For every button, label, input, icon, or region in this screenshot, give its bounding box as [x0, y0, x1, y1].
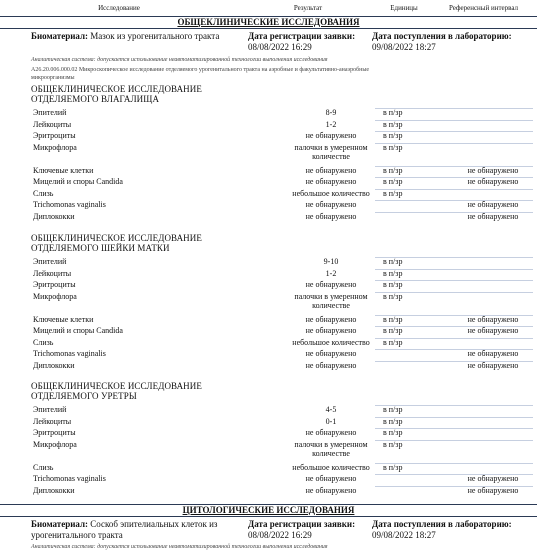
table-row	[31, 338, 532, 350]
row-separator	[375, 108, 533, 109]
biomaterial-value: Соскоб эпителиальных клеток из урогенитального тракта	[31, 519, 218, 540]
units-cell: в п/зр	[383, 177, 403, 186]
test-name-cell: Диплококки	[33, 360, 75, 370]
result-cell: небольшое количество	[292, 462, 370, 472]
table-row	[31, 349, 532, 361]
test-name-cell: Ключевые клетки	[33, 314, 94, 324]
biomaterial-label: Биоматериал:	[31, 519, 89, 529]
result-cell: не обнаружено	[305, 200, 357, 209]
result-cell: 1-2	[325, 119, 337, 129]
table-row	[31, 486, 532, 498]
group-title	[31, 84, 261, 104]
reference-cell: не обнаружено	[467, 360, 519, 370]
units-cell: в п/зр	[383, 314, 403, 324]
test-name-cell: Лейкоциты	[33, 119, 72, 129]
row-separator	[375, 269, 533, 270]
col-units-header: Единицы	[390, 4, 418, 12]
biomaterial-value: Мазок из урогенитального тракта	[90, 31, 220, 41]
table-row	[31, 177, 532, 189]
units-cell: в п/зр	[383, 462, 403, 472]
test-name-cell: Диплококки	[33, 211, 75, 221]
test-name-cell: Эпителий	[33, 405, 67, 414]
row-separator	[375, 349, 533, 350]
registration-value: 08/08/2022 16:29	[248, 42, 312, 52]
registration-date	[248, 519, 368, 541]
row-separator	[375, 280, 533, 281]
table-header	[0, 0, 537, 17]
received-value: 09/08/2022 18:27	[372, 530, 436, 540]
units-cell: в п/зр	[383, 416, 403, 426]
received-label: Дата поступления в лабораторию:	[372, 31, 512, 41]
reference-cell: не обнаружено	[467, 200, 519, 209]
result-cell: не обнаружено	[305, 349, 357, 358]
table-row	[31, 326, 532, 338]
units-cell: в п/зр	[383, 257, 403, 266]
group-title	[31, 381, 261, 401]
test-name-cell: Эритроциты	[33, 131, 76, 140]
result-cell: не обнаружено	[305, 360, 357, 370]
result-cell: 0-1	[325, 416, 337, 426]
table-row	[31, 120, 532, 132]
test-name-cell: Слизь	[33, 462, 54, 472]
test-name-cell: Микрофлора	[33, 291, 77, 301]
row-separator	[375, 486, 533, 487]
table-row	[31, 315, 532, 327]
group-title-line: ОБЩЕКЛИНИЧЕСКОЕ ИССЛЕДОВАНИЕ	[31, 233, 202, 243]
row-separator	[375, 361, 533, 362]
table-row	[31, 428, 532, 440]
row-separator	[375, 428, 533, 429]
reference-cell: не обнаружено	[467, 177, 519, 186]
received-label: Дата поступления в лабораторию:	[372, 519, 512, 529]
row-separator	[375, 257, 533, 258]
test-name-cell: Trichomonas vaginalis	[33, 474, 106, 483]
group-title-line: ОТДЕЛЯЕМОГО УРЕТРЫ	[31, 391, 137, 401]
row-separator	[375, 417, 533, 418]
result-cell: не обнаружено	[305, 165, 357, 175]
row-separator	[375, 326, 533, 327]
test-name-cell: Эпителий	[33, 257, 67, 266]
test-name-cell: Лейкоциты	[33, 268, 72, 278]
result-cell: не обнаружено	[305, 485, 357, 495]
registration-label: Дата регистрации заявки:	[248, 519, 356, 529]
group-title-line: ОБЩЕКЛИНИЧЕСКОЕ ИССЛЕДОВАНИЕ	[31, 381, 202, 391]
result-cell: не обнаружено	[305, 280, 357, 289]
biomaterial	[31, 519, 241, 541]
units-cell: в п/зр	[383, 337, 403, 347]
col-ref-header: Референсный интервал	[448, 4, 519, 12]
result-cell: не обнаружено	[305, 211, 357, 221]
row-separator	[375, 463, 533, 464]
registration-value: 08/08/2022 16:29	[248, 530, 312, 540]
section-title: ЦИТОЛОГИЧЕСКИЕ ИССЛЕДОВАНИЯ	[182, 505, 355, 515]
units-cell: в п/зр	[383, 268, 403, 278]
row-separator	[375, 212, 533, 213]
registration-label: Дата регистрации заявки:	[248, 31, 356, 41]
test-name-cell: Микрофлора	[33, 142, 77, 152]
col-test-header: Исследование	[98, 4, 140, 12]
table-row	[31, 143, 532, 166]
service-code-note: A26.20.006.000.02 Микроскопическое исследование отделяемого урогенитального тракта на аэробные и факультативно-анаэробные	[31, 67, 370, 73]
received-value: 09/08/2022 18:27	[372, 42, 436, 52]
row-separator	[375, 189, 533, 190]
table-row	[31, 440, 532, 463]
test-name-cell: Слизь	[33, 188, 54, 198]
row-separator	[375, 440, 533, 441]
test-name-cell: Микрофлора	[33, 439, 77, 449]
units-cell: в п/зр	[383, 131, 403, 140]
biomaterial-label: Биоматериал:	[31, 31, 89, 41]
table-row	[31, 280, 532, 292]
units-cell: в п/зр	[383, 428, 403, 437]
units-cell: в п/зр	[383, 405, 403, 414]
analytic-note: Аналитическая система: допускается использование неавтоматизированной технологии выполнения исследования	[31, 544, 328, 550]
table-row	[31, 463, 532, 475]
row-separator	[375, 405, 533, 406]
units-cell: в п/зр	[383, 119, 403, 129]
divider	[0, 516, 537, 517]
test-name-cell: Лейкоциты	[33, 416, 72, 426]
divider	[0, 28, 537, 29]
table-row	[31, 361, 532, 373]
result-cell: не обнаружено	[305, 314, 357, 324]
result-cell: не обнаружено	[305, 474, 357, 483]
table-row	[31, 474, 532, 486]
units-cell: в п/зр	[383, 142, 403, 152]
table-row	[31, 212, 532, 224]
received-date	[372, 519, 532, 541]
group-title-line: ОТДЕЛЯЕМОГО ШЕЙКИ МАТКИ	[31, 243, 170, 253]
analytic-note: Аналитическая система: допускается использование неавтоматизированной технологии выполнения исследования	[31, 57, 328, 63]
row-separator	[375, 292, 533, 293]
col-result-header: Результат	[293, 4, 323, 12]
units-cell: в п/зр	[383, 108, 403, 117]
row-separator	[375, 143, 533, 144]
result-cell: не обнаружено	[305, 177, 357, 186]
units-cell: в п/зр	[383, 326, 403, 335]
row-separator	[375, 131, 533, 132]
result-cell: 9-10	[323, 257, 339, 266]
table-row	[31, 417, 532, 429]
row-separator	[375, 338, 533, 339]
result-cell: палочки в умеренном количестве	[294, 439, 368, 458]
units-cell: в п/зр	[383, 188, 403, 198]
result-cell: небольшое количество	[292, 337, 370, 347]
row-separator	[375, 120, 533, 121]
test-name-cell: Эритроциты	[33, 428, 76, 437]
section-title: ОБЩЕКЛИНИЧЕСКИЕ ИССЛЕДОВАНИЯ	[177, 17, 360, 27]
table-row	[31, 166, 532, 178]
test-name-cell: Ключевые клетки	[33, 165, 94, 175]
row-separator	[375, 200, 533, 201]
table-row	[31, 131, 532, 143]
row-separator	[375, 474, 533, 475]
test-name-cell: Диплококки	[33, 485, 75, 495]
table-row	[31, 108, 532, 120]
test-name-cell: Trichomonas vaginalis	[33, 200, 106, 209]
table-row	[31, 189, 532, 201]
units-cell: в п/зр	[383, 165, 403, 175]
reference-cell: не обнаружено	[467, 165, 519, 175]
test-name-cell: Слизь	[33, 337, 54, 347]
result-cell: не обнаружено	[305, 428, 357, 437]
row-separator	[375, 166, 533, 167]
row-separator	[375, 315, 533, 316]
test-name-cell: Мицелий и споры Candida	[33, 177, 123, 186]
units-cell: в п/зр	[383, 280, 403, 289]
group-title	[31, 233, 261, 253]
table-row	[31, 257, 532, 269]
table-row	[31, 200, 532, 212]
biomaterial	[31, 31, 241, 42]
table-row	[31, 405, 532, 417]
registration-date	[248, 31, 368, 53]
test-name-cell: Эритроциты	[33, 280, 76, 289]
result-cell: не обнаружено	[305, 131, 357, 140]
result-cell: палочки в умеренном количестве	[294, 142, 368, 161]
reference-cell: не обнаружено	[467, 211, 519, 221]
result-cell: не обнаружено	[305, 326, 357, 335]
reference-cell: не обнаружено	[467, 474, 519, 483]
group-title-line: ОТДЕЛЯЕМОГО ВЛАГАЛИЩА	[31, 94, 160, 104]
received-date	[372, 31, 532, 53]
result-cell: 8-9	[325, 108, 337, 117]
test-name-cell: Эпителий	[33, 108, 67, 117]
service-code-note-cont: микроорганизмы	[31, 75, 75, 81]
table-row	[31, 269, 532, 281]
reference-cell: не обнаружено	[467, 485, 519, 495]
test-name-cell: Trichomonas vaginalis	[33, 349, 106, 358]
result-cell: палочки в умеренном количестве	[294, 291, 368, 310]
result-cell: небольшое количество	[292, 188, 370, 198]
table-row	[31, 292, 532, 315]
group-title-line: ОБЩЕКЛИНИЧЕСКОЕ ИССЛЕДОВАНИЕ	[31, 84, 202, 94]
reference-cell: не обнаружено	[467, 349, 519, 358]
reference-cell: не обнаружено	[467, 326, 519, 335]
units-cell: в п/зр	[383, 291, 403, 301]
test-name-cell: Мицелий и споры Candida	[33, 326, 123, 335]
units-cell: в п/зр	[383, 439, 403, 449]
result-cell: 1-2	[325, 268, 337, 278]
reference-cell: не обнаружено	[467, 314, 519, 324]
result-cell: 4-5	[325, 405, 337, 414]
row-separator	[375, 177, 533, 178]
